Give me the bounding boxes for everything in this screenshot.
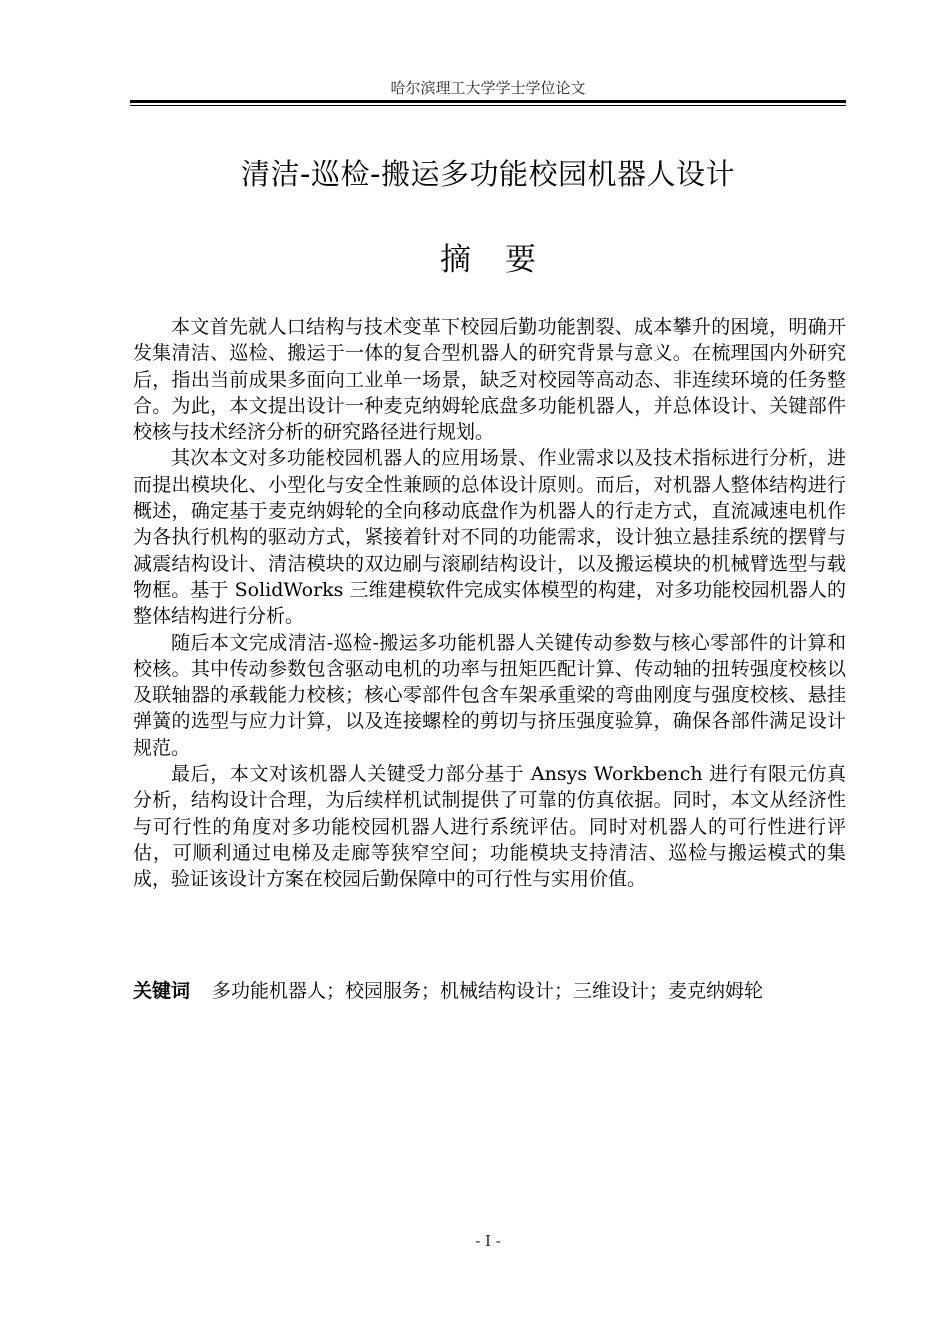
abstract-paragraph-2: 其次本文对多功能校园机器人的应用场景、作业需求以及技术指标进行分析，进而提出模块化、小型化与安全性兼顾的总体设计原则。而后，对机器人整体结构进行概述，确定基于麦克纳姆轮的全向移动底盘作为机器人的行走方式，直流减速电机作为各执行机构的驱动方式，紧接着针对不同的功能需求，设计独立悬挂系统的摆臂与减震结构设计、清洁模块的双边刷与滚刷结构设计，以及搬运模块的机械臂选型与载物框。基于 SolidWorks 三维建模软件完成实体模型的构建，对多功能校园机器人的整体结构进行分析。 <box>133 447 846 628</box>
abstract-paragraph-4: 最后，本文对该机器人关键受力部分基于 Ansys Workbench 进行有限元仿真分析，结构设计合理，为后续样机试制提供了可靠的仿真依据。同时，本文从经济性与可行性的角度对多功能校园机器人进行系统评估。同时对机器人的可行性进行评估，可顺利通过电梯及走廊等狭窄空间；功能模块支持清洁、巡检与搬运模式的集成，验证该设计方案在校园后勤保障中的可行性与实用价值。 <box>133 763 846 891</box>
keywords-section <box>133 978 846 1004</box>
abstract-paragraph-3: 随后本文完成清洁-巡检-搬运多功能机器人关键传动参数与核心零部件的计算和校核。其中传动参数包含驱动电机的功率与扭矩匹配计算、传动轴的扭转强度校核以及联轴器的承载能力校核；核心零部件包含车架承重梁的弯曲刚度与强度校核、悬挂弹簧的选型与应力计算，以及连接螺栓的剪切与挤压强度验算，确保各部件满足设计规范。 <box>133 631 846 759</box>
abstract-paragraph-1: 本文首先就人口结构与技术变革下校园后勤功能割裂、成本攀升的困境，明确开发集清洁、巡检、搬运于一体的复合型机器人的研究背景与意义。在梳理国内外研究后，指出当前成果多面向工业单一场景，缺乏对校园等高动态、非连续环境的任务整合。为此，本文提出设计一种麦克纳姆轮底盘多功能机器人，并总体设计、关键部件校核与技术经济分析的研究路径进行规划。 <box>133 316 846 444</box>
abstract-body <box>133 314 846 893</box>
running-header: 哈尔滨理工大学学士学位论文 <box>390 79 586 97</box>
thesis-title: 清洁-巡检-搬运多功能校园机器人设计 <box>241 157 735 191</box>
page-number: - I - <box>475 1232 501 1250</box>
keywords-label: 关键词 <box>133 980 191 1002</box>
abstract-heading-text: 摘要 <box>440 242 536 278</box>
keywords-text: 多功能机器人；校园服务；机械结构设计；三维设计；麦克纳姆轮 <box>212 980 764 1002</box>
header-rule-thick <box>130 100 846 103</box>
abstract-heading <box>130 236 846 284</box>
header-rule-thin <box>130 105 846 106</box>
